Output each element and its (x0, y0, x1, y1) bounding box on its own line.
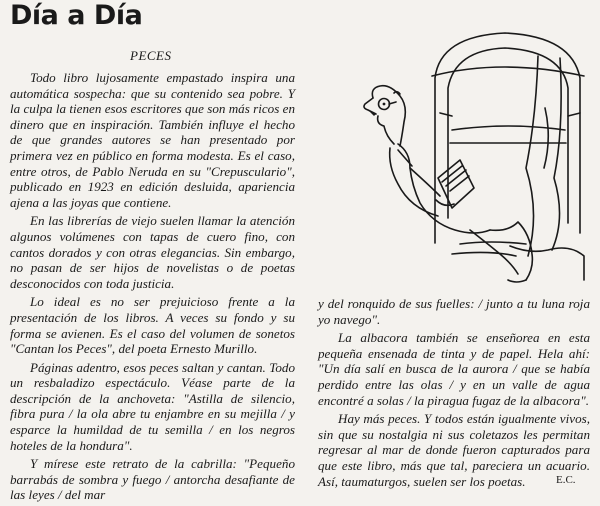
column-title: Día a Día (10, 0, 143, 31)
article-paragraph: Y mírese este retrato de la cabrilla: "Pequeño barrabás de sombra y fuego / antorcha desafiante de las leyes / del mar (10, 456, 295, 503)
article-paragraph: Lo ideal es no ser prejuicioso frente a la presentación de los libros. A veces su fondo y su forma se avienen. Es el caso del volumen de sonetos "Cantan los Peces", del poeta Ernesto Murillo. (10, 294, 295, 357)
article-column-right (318, 296, 590, 492)
man-reading-book-icon (340, 18, 595, 288)
article-paragraph: Todo libro lujosamente empastado inspira una automática sospecha: que su contenido sea pobre. Y la culpa la tienen esos escritores que son más ricos en dinero que en inspiración. También influye el hecho de que grandes autores se han presentado por primera vez en público en forma modesta. Es el caso, entre otros, de Pablo Neruda en su "Crepusculario", publicado en 1923 en edición desluida, apariencia ajena a las joyas que contiene. (10, 70, 295, 210)
article-headline: PECES (130, 48, 172, 63)
article-paragraph: Páginas adentro, esos peces saltan y cantan. Todo un resbaladizo espectáculo. Véase parte de la descripción de la anchoveta: "Astilla de silencio, fibra pura / la ola abre tu enjambre en su mejilla / y esparce la humildad de tu semilla / en los negros hoteles de la hondura". (10, 359, 295, 453)
article-paragraph: En las librerías de viejo suelen llamar la atención algunos volúmenes con tapas de cuero fino, con cantos dorados y con otras elegancias. Sin embargo, no pasan de ser hijos de novelistas o de poetas desconocidos con toda justicia. (10, 213, 295, 291)
article-paragraph: y del ronquido de sus fuelles: / junto a tu luna roja yo navego". (318, 296, 590, 327)
author-signature: E.C. (556, 474, 576, 486)
article-paragraph: La albacora también se enseñorea en esta pequeña ensenada de tinta y de papel. Hela ahí: "Un día salí en busca de la aurora / que se había perdido entre las olas / y en un valle de agua encontré a solas / la piragua fugaz de la albacora". (318, 330, 590, 408)
article-paragraph: Hay más peces. Y todos están igualmente vivos, sin que su nostalgia ni sus coletazos les permitan regresar al mar de donde fueron capturados para que este libro, más que tal, pareciera un acuario. Así, taumaturgos, suelen ser los poetas. (318, 411, 590, 489)
article-column-left (10, 70, 295, 506)
